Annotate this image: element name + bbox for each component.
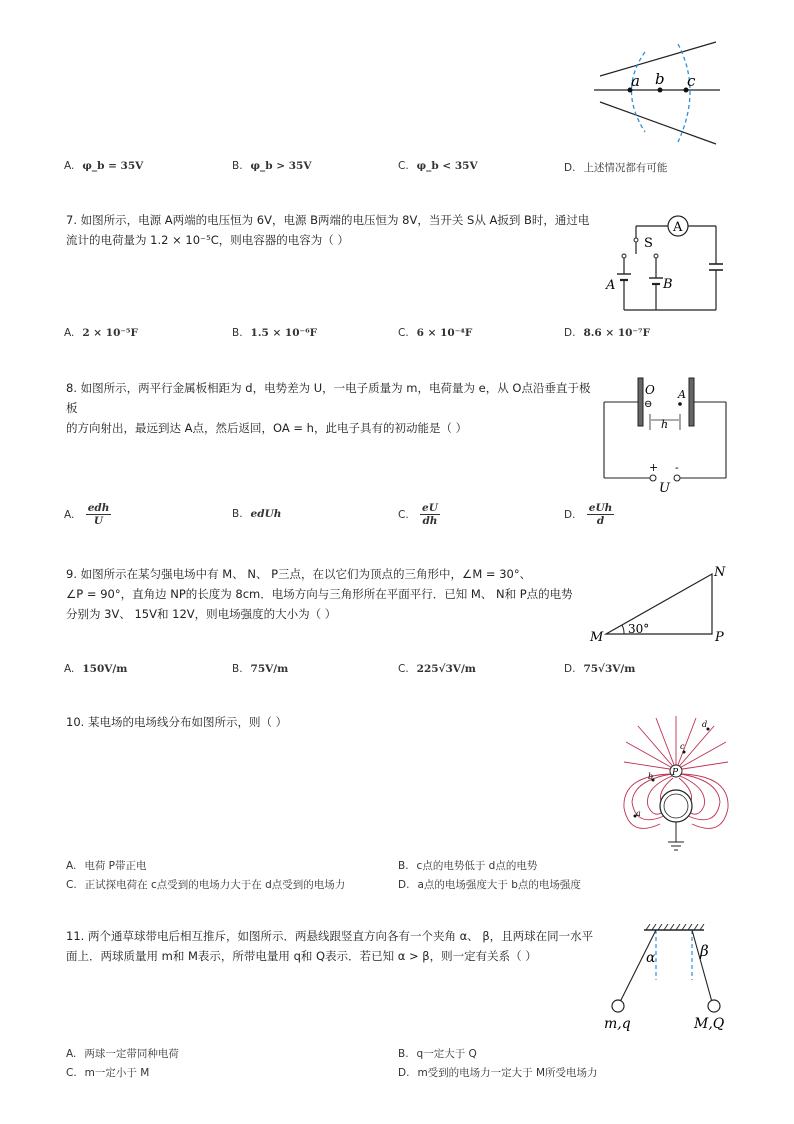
q8-plus-label: + [649,461,659,474]
q9-option-d[interactable]: D. 75√3V/m [564,663,636,675]
q10-option-d[interactable]: D. a点的电场强度大于 b点的电场强度 [398,879,581,891]
q9-stem-line2: ∠P = 90°，直角边 NP的长度为 8cm．电场方向与三角形所在平面平行．已知 M、 N和 P点的电势 [66,587,573,601]
q10-p-label: P [672,768,679,778]
q11-option-d[interactable]: D. m受到的电场力一定大于 M所受电场力 [398,1067,598,1079]
q8-a-label: A [678,388,686,401]
q8-o-label: O [645,383,655,397]
q6-option-d[interactable]: D. 上述情况都有可能 [564,162,668,174]
q11-pendulum-figure [598,924,734,1036]
q8-h-label: h [661,418,669,431]
q8-stem-line2: 的方向射出，最远到达 A点，然后返回，OA = h，此电子具有的初动能是（ ） [66,421,468,435]
q10-field-figure [620,712,730,854]
q10-stem [66,712,566,732]
electron-icon: ⊖ [644,399,653,410]
q11-left-ball-label: m,q [604,1016,631,1032]
q11-stem [66,926,596,966]
q7-option-b[interactable]: B. 1.5 × 10⁻⁶F [232,327,318,339]
switch-icon [634,238,638,242]
q6-option-a[interactable]: A. φ_b = 35V [64,160,144,172]
q9-angle-label: 30° [628,622,650,636]
q6-point-b [658,88,663,93]
q6-lower-line [600,102,716,144]
q7-stem-line1: 7. 如图所示，电源 A两端的电压恒为 6V，电源 B两端的电压恒为 8V，当开关 S从 A扳到 B时，通过电 [66,213,590,227]
q7-source-b-label: B [663,277,673,292]
q7-switch-label: S [644,236,653,251]
q8-plates-figure [598,374,732,494]
q9-option-b[interactable]: B. 75V/m [232,663,289,675]
q8-option-a[interactable]: A. $\frac{\text{edh}}{U}$ [64,502,110,527]
q9-p-label: P [715,630,724,645]
q11-right-ball-label: M,Q [694,1016,725,1032]
q9-m-label: M [590,630,604,645]
q7-stem [66,210,596,250]
q8-minus-label: - [675,461,679,474]
q9-stem-line3: 分别为 3V、 15V和 12V，则电场强度的大小为（ ） [66,607,337,621]
q11-stem-line2: 面上．两球质量用 m和 M表示，所带电量用 q和 Q表示．若已知 α > β，则一定有关系（ ） [66,949,537,963]
q8-left-plate [638,378,643,426]
q7-ammeter-label: A [673,220,683,235]
q7-option-c[interactable]: C. 6 × 10⁻⁴F [398,327,473,339]
q10-d-label: d [702,720,708,729]
q11-option-b[interactable]: B. q一定大于 Q [398,1048,477,1060]
q8-option-b[interactable]: B. edUh [232,508,282,520]
q9-option-c[interactable]: C. 225√3V/m [398,663,476,675]
q6-label-a: a [631,72,640,90]
q6-option-c[interactable]: C. φ_b < 35V [398,160,478,172]
q8-option-a-fraction: $\frac{\text{edh}}{U}$ [87,502,110,527]
q11-ball-right [708,1000,720,1012]
q11-beta-label: β [700,942,709,960]
q10-c-label: c [680,742,685,751]
q11-option-c[interactable]: C. m一定小于 M [66,1067,150,1079]
q6-figure [590,38,730,150]
q8-point-a [678,402,682,406]
q8-stem [66,378,596,438]
q10-conductor-sphere [660,790,692,822]
q8-option-d-fraction: $\frac{\text{eUh}}{d}$ [588,502,613,527]
q8-terminal-plus [650,475,656,481]
q7-source-a-label: A [606,278,616,293]
q10-option-a[interactable]: A. 电荷 P带正电 [66,860,147,872]
q6-equipotential-c [678,44,690,142]
q9-triangle [606,574,712,634]
q11-ball-left [612,1000,624,1012]
q8-terminal-minus [674,475,680,481]
q10-option-b[interactable]: B. c点的电势低于 d点的电势 [398,860,538,872]
q11-ceiling-hatch [646,924,704,930]
q11-option-a[interactable]: A. 两球一定带同种电荷 [66,1048,179,1060]
q6-label-b: b [655,70,665,88]
q6-option-b[interactable]: B. φ_b > 35V [232,160,312,172]
q9-triangle-figure [586,562,732,646]
q6-label-c: c [687,72,696,90]
q10-option-c[interactable]: C. 正试探电荷在 c点受到的电场力大于在 d点受到的电场力 [66,879,346,891]
q10-b-label: b [648,772,654,781]
q7-circuit-figure [600,210,730,315]
q9-angle-arc [622,625,624,634]
q9-n-label: N [714,565,726,580]
q10-stem-line: 10. 某电场的电场线分布如图所示，则（ ） [66,715,288,729]
q11-thread-right [692,930,712,1002]
q8-option-c[interactable]: C. $\frac{eU}{dh}$ [398,502,438,527]
q9-stem [66,564,596,624]
q8-u-label: U [659,481,670,494]
q9-stem-line1: 9. 如图所示在某匀强电场中有 M、 N、 P三点，在以它们为顶点的三角形中，∠M = 30°、 [66,567,532,581]
q8-stem-line1: 8. 如图所示，两平行金属板相距为 d，电势差为 U，一电子质量为 m，电荷量为 e，从 O点沿垂直于极板 [66,381,591,415]
q9-option-a[interactable]: A. 150V/m [64,663,128,675]
q11-stem-line1: 11. 两个通草球带电后相互推斥，如图所示．两悬线跟竖直方向各有一个夹角 α、 β，且两球在同一水平 [66,929,594,943]
q8-option-d[interactable]: D. $\frac{\text{eUh}}{d}$ [564,502,613,527]
q8-right-plate [689,378,694,426]
q10-a-label: a [636,809,641,818]
q11-thread-left [620,930,656,1002]
q11-alpha-label: α [646,950,656,966]
q7-stem-line2: 流计的电荷量为 1.2 × 10⁻⁵C，则电容器的电容为（ ） [66,233,349,247]
q7-option-a[interactable]: A. 2 × 10⁻⁵F [64,327,138,339]
q7-option-d[interactable]: D. 8.6 × 10⁻⁷F [564,327,651,339]
q8-option-c-fraction: $\frac{eU}{dh}$ [422,502,438,527]
